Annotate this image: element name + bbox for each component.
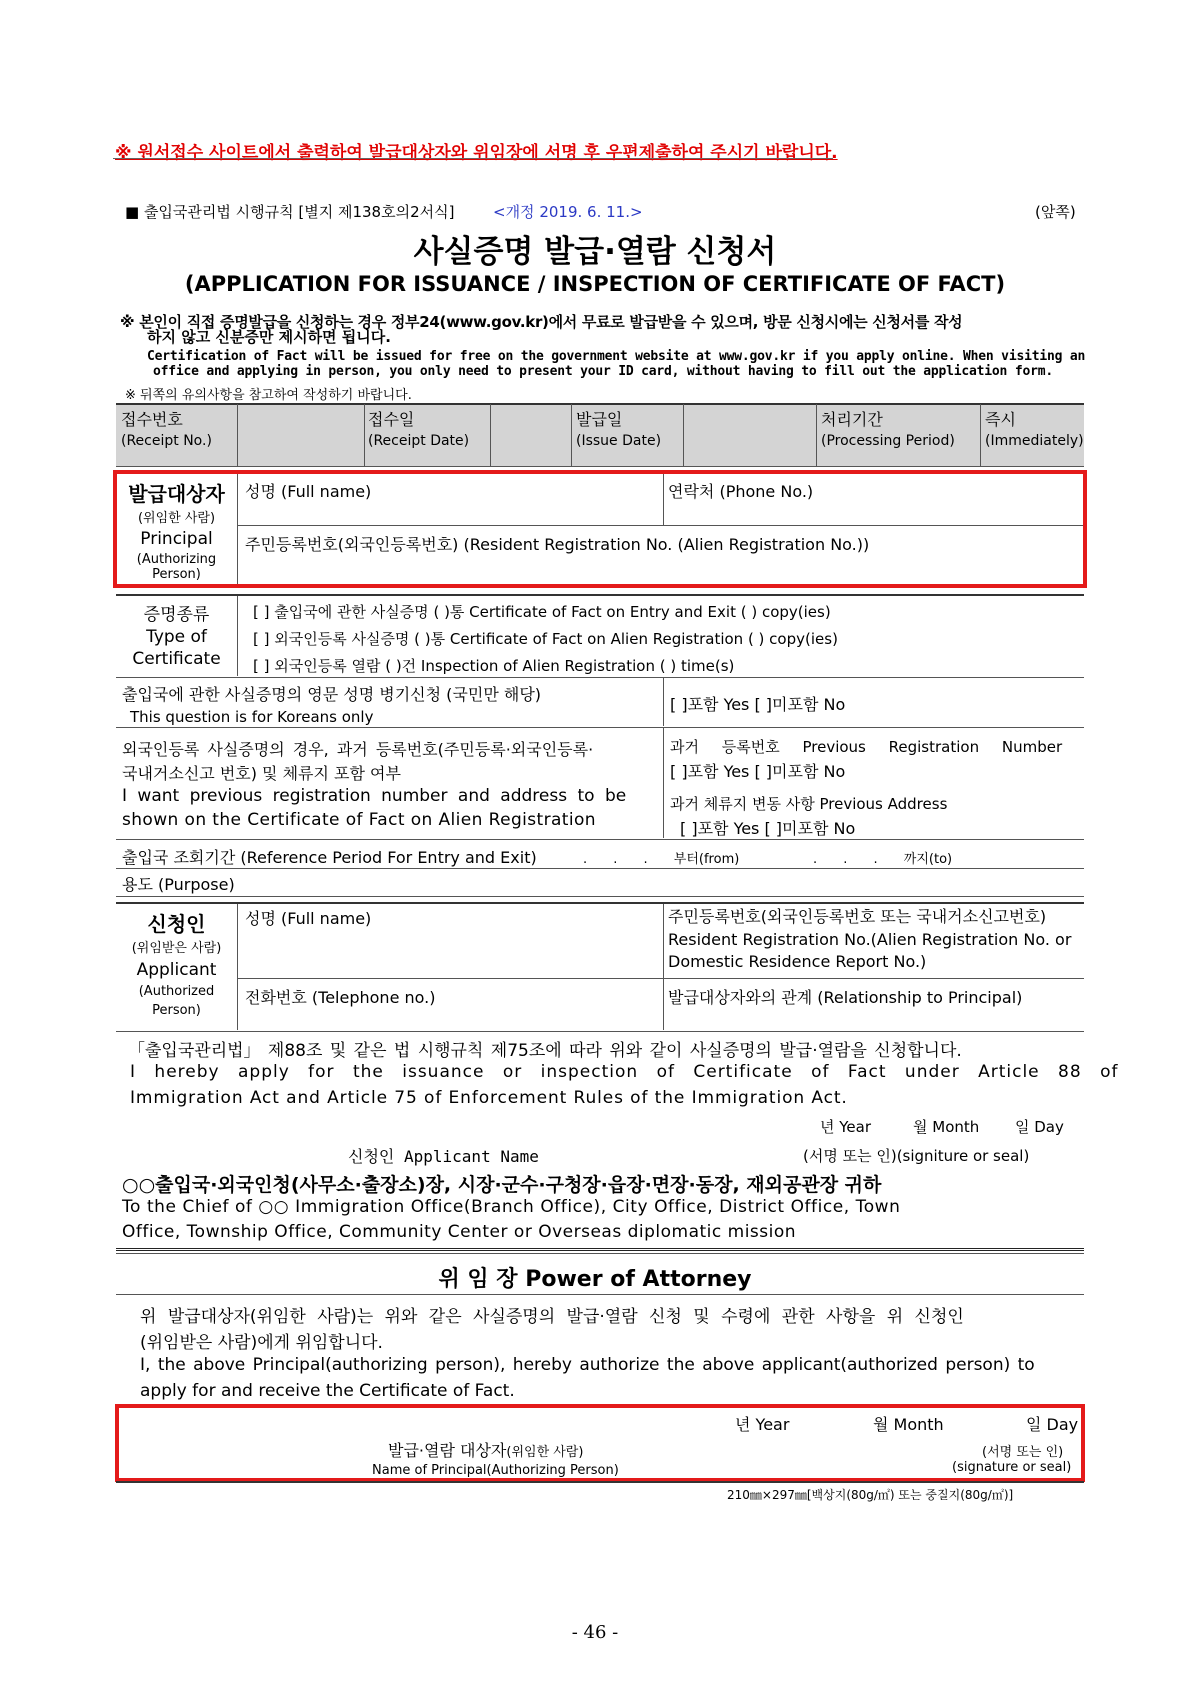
poa-signature-ko[interactable]: (서명 또는 인) — [982, 1445, 1064, 1460]
section-border — [116, 1253, 1084, 1254]
divider — [490, 404, 491, 466]
declaration-day[interactable]: 일 Day — [1015, 1118, 1064, 1136]
table-bottom-border — [116, 1481, 1084, 1483]
receipt-no-label: 접수번호 (Receipt No.) — [121, 410, 212, 449]
divider — [663, 728, 664, 838]
divider — [816, 404, 817, 466]
divider — [364, 404, 365, 466]
poa-year[interactable]: 년 Year — [735, 1415, 790, 1434]
applicant-phone-field[interactable]: 전화번호 (Telephone no.) — [245, 988, 436, 1007]
declaration-en-1: I hereby apply for the issuance or inspection of Certificate of Fact under Article 88 of — [130, 1062, 1119, 1082]
declaration-en-2: Immigration Act and Article 75 of Enforcement Rules of the Immigration Act. — [130, 1088, 848, 1108]
processing-period-label: 처리기간 (Processing Period) — [821, 410, 955, 449]
applicant-rrn-field[interactable]: 주민등록번호(외국인등록번호 또는 국내거소신고번호) Resident Registration No.(Alien Registration No. or Domestic Residence Report No.) — [668, 907, 1072, 972]
poa-text-ko-1: 위 발급대상자(위임한 사람)는 위와 같은 사실증명의 발급·열람 신청 및 수령에 관한 사항을 위 신청인 — [140, 1307, 964, 1327]
issue-date-label: 발급일 (Issue Date) — [576, 410, 662, 449]
paper-spec: 210㎜×297㎜[백상지(80g/㎡) 또는 중질지(80g/㎡)] — [727, 1488, 1014, 1502]
online-note-en-1: Certification of Fact will be issued for free on the government website at www.gov.kr if you apply online. When visiting an — [147, 349, 1086, 364]
row-border — [116, 727, 1084, 728]
prev-address-answer[interactable]: [ ]포함 Yes [ ]미포함 No — [680, 819, 856, 838]
poa-month[interactable]: 월 Month — [873, 1415, 944, 1434]
back-side-note: ※ 뒤쪽의 유의사항을 참고하여 작성하기 바랍니다. — [125, 388, 412, 403]
notice-underline — [113, 158, 833, 159]
row-border — [116, 839, 1084, 840]
divider — [980, 404, 981, 466]
recipient-en-1: To the Chief of ○○ Immigration Office(Branch Office), City Office, District Office, Town — [122, 1197, 901, 1217]
poa-text-ko-2: (위임받은 사람)에게 위임합니다. — [140, 1333, 383, 1353]
poa-signature-highlight — [115, 1404, 1085, 1482]
prev-reg-number-label: 과거 등록번호 Previous Registration Number — [670, 738, 1063, 756]
row-border — [116, 868, 1084, 869]
option-alien-inspection[interactable]: [ ] 외국인등록 열람 ( )건 Inspection of Alien Registration ( ) time(s) — [253, 657, 735, 675]
prev-address-label: 과거 체류지 변동 사항 Previous Address — [670, 795, 948, 813]
option-alien-registration[interactable]: [ ] 외국인등록 사실증명 ( )통 Certificate of Fact on Alien Registration ( ) copy(ies) — [253, 630, 838, 648]
row-border — [116, 1294, 1084, 1295]
section-border — [116, 1248, 1084, 1251]
receipt-date-label: 접수일 (Receipt Date) — [368, 410, 470, 449]
principal-phone-field[interactable]: 연락처 (Phone No.) — [668, 482, 814, 501]
english-name-answer[interactable]: [ ]포함 Yes [ ]미포함 No — [670, 695, 846, 714]
certificate-type-label: 증명종류 Type of Certificate — [132, 605, 221, 670]
power-of-attorney-title: 위 임 장 Power of Attorney — [438, 1267, 752, 1292]
immediately-label: 즉시 (Immediately) — [985, 410, 1084, 449]
page-side: (앞쪽) — [1035, 203, 1076, 221]
section-border — [116, 594, 1084, 596]
legal-basis: ■ 출입국관리법 시행규칙 [별지 제138호의2서식] — [125, 203, 455, 221]
prev-reg-question-en-1: I want previous registration number and address to be — [122, 786, 627, 806]
poa-text-en-2: apply for and receive the Certificate of Fact. — [140, 1381, 515, 1401]
divider — [237, 904, 238, 1030]
section-border — [116, 902, 1084, 904]
online-note-ko-1: ※ 본인이 직접 증명발급을 신청하는 경우 정부24(www.gov.kr)에서 무료로 발급받을 수 있으며, 방문 신청시에는 신청서를 작성 — [120, 313, 963, 331]
prev-reg-number-answer[interactable]: [ ]포함 Yes [ ]미포함 No — [670, 762, 846, 781]
poa-principal-label-en: Name of Principal(Authorizing Person) — [372, 1463, 619, 1478]
applicant-label: 신청인 (위임받은 사람) Applicant (Authorized Person) — [131, 912, 222, 1018]
divider — [663, 678, 664, 726]
row-border — [116, 896, 1084, 897]
recipient-ko: ○○출입국·외국인청(사무소·출장소)장, 시장·군수·구청장·읍장·면장·동장, 재외공관장 귀하 — [122, 1174, 882, 1196]
divider — [571, 404, 572, 466]
applicant-name-field[interactable]: 성명 (Full name) — [245, 909, 372, 928]
purpose-label[interactable]: 용도 (Purpose) — [122, 875, 235, 894]
prev-reg-question-ko-1: 외국인등록 사실증명의 경우, 과거 등록번호(주민등록·외국인등록· — [122, 740, 594, 759]
row-border — [116, 677, 1084, 678]
poa-text-en-1: I, the above Principal(authorizing person), hereby authorize the above applicant(authorized person) to — [140, 1355, 1035, 1375]
page-number: - 46 - — [571, 1622, 619, 1643]
divider — [683, 404, 684, 466]
principal-name-field[interactable]: 성명 (Full name) — [245, 482, 372, 501]
applicant-relationship-field[interactable]: 발급대상자와의 관계 (Relationship to Principal) — [668, 988, 1023, 1007]
table-top-border — [116, 403, 1084, 405]
recipient-en-2: Office, Township Office, Community Center or Overseas diplomatic mission — [122, 1222, 797, 1242]
form-title-en: (APPLICATION FOR ISSUANCE / INSPECTION OF CERTIFICATE OF FACT) — [184, 272, 1006, 296]
row-border — [237, 978, 1084, 979]
prev-reg-question-en-2: shown on the Certificate of Fact on Alien Registration — [122, 810, 596, 830]
applicant-signature-note: (서명 또는 인)(signiture or seal) — [803, 1147, 1030, 1165]
english-name-note: This question is for Koreans only — [130, 708, 374, 726]
row-border — [116, 1031, 1084, 1032]
poa-day[interactable]: 일 Day — [1026, 1415, 1079, 1434]
form-title-ko: 사실증명 발급·열람 신청서 — [413, 234, 777, 270]
reference-period-label: 출입국 조회기간 (Reference Period For Entry and Exit) — [122, 848, 537, 867]
row-border — [116, 466, 1084, 467]
principal-rrn-field[interactable]: 주민등록번호(외국인등록번호) (Resident Registration No. (Alien Registration No.)) — [245, 535, 870, 554]
poa-signature-en[interactable]: (signature or seal) — [952, 1460, 1072, 1475]
principal-highlight — [113, 470, 1087, 588]
declaration-ko: 「출입국관리법」 제88조 및 같은 법 시행규칙 제75조에 따라 위와 같이 사실증명의 발급·열람을 신청합니다. — [128, 1041, 962, 1061]
reference-period-from[interactable]: . . . 부터(from) — [583, 852, 740, 867]
reference-period-to[interactable]: . . . 까지(to) — [813, 852, 953, 867]
poa-principal-label-ko: 발급·열람 대상자(위임한 사람) — [388, 1441, 584, 1460]
divider — [663, 904, 664, 1030]
divider — [237, 404, 238, 466]
mail-submission-notice: ※ 원서접수 사이트에서 출력하여 발급대상자와 위임장에 서명 후 우편제출하여 주시기 바랍니다. — [115, 143, 838, 163]
declaration-year[interactable]: 년 Year — [820, 1118, 872, 1136]
online-note-en-2: office and applying in person, you only need to present your ID card, without having to fill out the application form. — [153, 364, 1053, 379]
divider — [237, 596, 238, 676]
option-entry-exit[interactable]: [ ] 출입국에 관한 사실증명 ( )통 Certificate of Fact on Entry and Exit ( ) copy(ies) — [253, 603, 831, 621]
prev-reg-question-ko-2: 국내거소신고 번호) 및 체류지 포함 여부 — [122, 764, 401, 783]
principal-label: 발급대상자 (위임한 사람) Principal (Authorizing Person) — [128, 482, 225, 582]
english-name-question: 출입국에 관한 사실증명의 영문 성명 병기신청 (국민만 해당) — [122, 685, 542, 704]
online-note-ko-2: 하지 않고 신분증만 제시하면 됩니다. — [147, 328, 391, 346]
declaration-month[interactable]: 월 Month — [913, 1118, 980, 1136]
revision-date: <개정 2019. 6. 11.> — [493, 203, 643, 221]
applicant-name-signature-line[interactable]: 신청인 Applicant Name — [348, 1147, 539, 1166]
